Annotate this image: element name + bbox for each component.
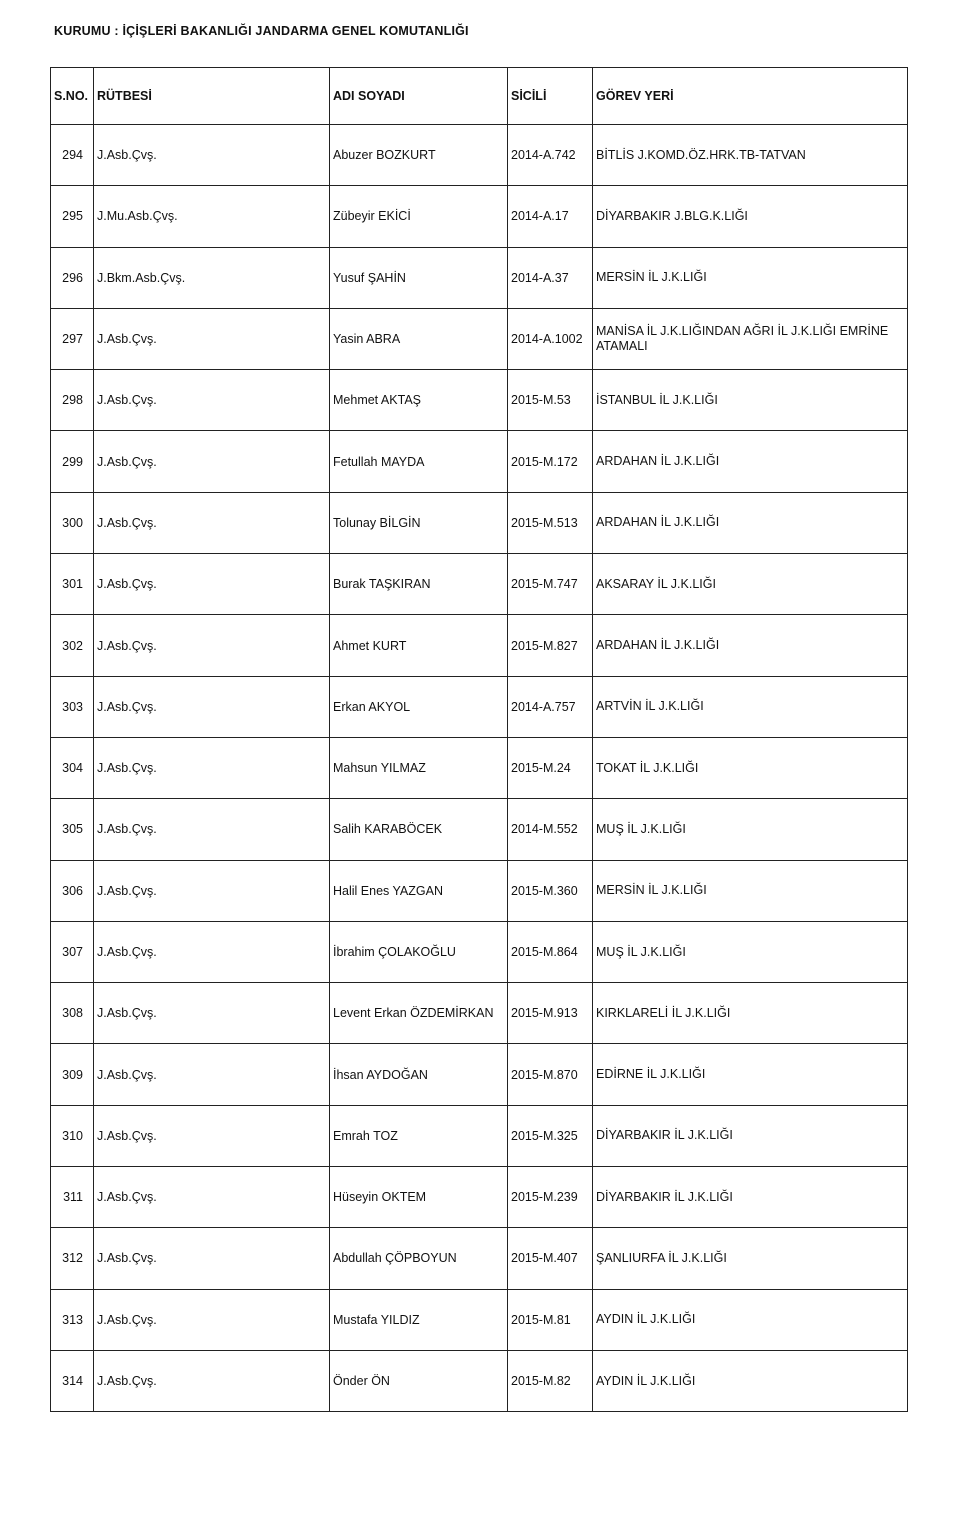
cell-gorev-yeri: AYDIN İL J.K.LIĞI <box>593 1289 908 1350</box>
table-row <box>51 492 908 553</box>
cell-adi-soyadi: Levent Erkan ÖZDEMİRKAN <box>330 983 508 1044</box>
cell-gorev-yeri: TOKAT İL J.K.LIĞI <box>593 737 908 798</box>
cell-gorev-yeri: MUŞ İL J.K.LIĞI <box>593 921 908 982</box>
cell-gorev-yeri: MANİSA İL J.K.LIĞINDAN AĞRI İL J.K.LIĞI EMRİNE ATAMALI <box>593 308 908 369</box>
cell-sno: 304 <box>51 737 94 798</box>
cell-sno: 309 <box>51 1044 94 1105</box>
cell-gorev-yeri: AYDIN İL J.K.LIĞI <box>593 1350 908 1411</box>
cell-gorev-yeri: DİYARBAKIR İL J.K.LIĞI <box>593 1105 908 1166</box>
cell-rutbe: J.Asb.Çvş. <box>94 921 330 982</box>
table-row <box>51 308 908 369</box>
cell-rutbe: J.Asb.Çvş. <box>94 1350 330 1411</box>
cell-sicil: 2015-M.827 <box>508 615 593 676</box>
cell-sno: 306 <box>51 860 94 921</box>
cell-rutbe: J.Asb.Çvş. <box>94 983 330 1044</box>
cell-rutbe: J.Asb.Çvş. <box>94 431 330 492</box>
cell-adi-soyadi: Abdullah ÇÖPBOYUN <box>330 1228 508 1289</box>
cell-sno: 302 <box>51 615 94 676</box>
table-row <box>51 186 908 247</box>
cell-adi-soyadi: Mahsun YILMAZ <box>330 737 508 798</box>
column-header-sno: S.NO. <box>51 68 94 125</box>
table-row <box>51 1228 908 1289</box>
cell-sicil: 2015-M.913 <box>508 983 593 1044</box>
cell-sno: 314 <box>51 1350 94 1411</box>
cell-sno: 311 <box>51 1167 94 1228</box>
cell-sno: 297 <box>51 308 94 369</box>
column-header-rutbe: RÜTBESİ <box>94 68 330 125</box>
cell-sicil: 2015-M.53 <box>508 370 593 431</box>
cell-adi-soyadi: Mehmet AKTAŞ <box>330 370 508 431</box>
cell-gorev-yeri: MERSİN İL J.K.LIĞI <box>593 247 908 308</box>
cell-gorev-yeri: AKSARAY İL J.K.LIĞI <box>593 554 908 615</box>
cell-adi-soyadi: Hüseyin OKTEM <box>330 1167 508 1228</box>
cell-adi-soyadi: Yasin ABRA <box>330 308 508 369</box>
cell-gorev-yeri: DİYARBAKIR İL J.K.LIĞI <box>593 1167 908 1228</box>
cell-sicil: 2015-M.81 <box>508 1289 593 1350</box>
cell-rutbe: J.Asb.Çvş. <box>94 370 330 431</box>
table-row <box>51 1289 908 1350</box>
cell-rutbe: J.Asb.Çvş. <box>94 1167 330 1228</box>
cell-gorev-yeri: ŞANLIURFA İL J.K.LIĞI <box>593 1228 908 1289</box>
table-row <box>51 247 908 308</box>
cell-sicil: 2015-M.513 <box>508 492 593 553</box>
cell-sno: 305 <box>51 799 94 860</box>
cell-sicil: 2015-M.747 <box>508 554 593 615</box>
cell-adi-soyadi: Fetullah MAYDA <box>330 431 508 492</box>
cell-sicil: 2014-A.37 <box>508 247 593 308</box>
cell-sicil: 2015-M.407 <box>508 1228 593 1289</box>
cell-gorev-yeri: MUŞ İL J.K.LIĞI <box>593 799 908 860</box>
cell-rutbe: J.Mu.Asb.Çvş. <box>94 186 330 247</box>
cell-rutbe: J.Asb.Çvş. <box>94 1289 330 1350</box>
cell-gorev-yeri: ARTVİN İL J.K.LIĞI <box>593 676 908 737</box>
cell-rutbe: J.Asb.Çvş. <box>94 554 330 615</box>
table-row <box>51 554 908 615</box>
cell-sicil: 2015-M.325 <box>508 1105 593 1166</box>
cell-adi-soyadi: Ahmet KURT <box>330 615 508 676</box>
cell-gorev-yeri: EDİRNE İL J.K.LIĞI <box>593 1044 908 1105</box>
cell-adi-soyadi: Halil Enes YAZGAN <box>330 860 508 921</box>
cell-gorev-yeri: ARDAHAN İL J.K.LIĞI <box>593 431 908 492</box>
cell-adi-soyadi: İbrahim ÇOLAKOĞLU <box>330 921 508 982</box>
cell-rutbe: J.Bkm.Asb.Çvş. <box>94 247 330 308</box>
cell-gorev-yeri: İSTANBUL İL J.K.LIĞI <box>593 370 908 431</box>
cell-sicil: 2015-M.24 <box>508 737 593 798</box>
table-row <box>51 676 908 737</box>
cell-sno: 295 <box>51 186 94 247</box>
table-row <box>51 1167 908 1228</box>
table-row <box>51 799 908 860</box>
personnel-table <box>50 67 908 1412</box>
cell-sno: 299 <box>51 431 94 492</box>
cell-rutbe: J.Asb.Çvş. <box>94 125 330 186</box>
cell-adi-soyadi: İhsan AYDOĞAN <box>330 1044 508 1105</box>
cell-sno: 294 <box>51 125 94 186</box>
cell-rutbe: J.Asb.Çvş. <box>94 308 330 369</box>
cell-rutbe: J.Asb.Çvş. <box>94 1105 330 1166</box>
cell-adi-soyadi: Emrah TOZ <box>330 1105 508 1166</box>
table-row <box>51 615 908 676</box>
cell-adi-soyadi: Salih KARABÖCEK <box>330 799 508 860</box>
column-header-sicil: SİCİLİ <box>508 68 593 125</box>
cell-rutbe: J.Asb.Çvş. <box>94 1228 330 1289</box>
cell-rutbe: J.Asb.Çvş. <box>94 799 330 860</box>
cell-rutbe: J.Asb.Çvş. <box>94 860 330 921</box>
cell-sicil: 2015-M.360 <box>508 860 593 921</box>
cell-adi-soyadi: Önder ÖN <box>330 1350 508 1411</box>
cell-sno: 308 <box>51 983 94 1044</box>
table-row <box>51 737 908 798</box>
cell-sicil: 2015-M.864 <box>508 921 593 982</box>
cell-rutbe: J.Asb.Çvş. <box>94 615 330 676</box>
cell-sicil: 2015-M.870 <box>508 1044 593 1105</box>
table-row <box>51 1350 908 1411</box>
table-row <box>51 1105 908 1166</box>
cell-sno: 296 <box>51 247 94 308</box>
cell-rutbe: J.Asb.Çvş. <box>94 737 330 798</box>
cell-sno: 313 <box>51 1289 94 1350</box>
cell-gorev-yeri: MERSİN İL J.K.LIĞI <box>593 860 908 921</box>
cell-sno: 301 <box>51 554 94 615</box>
cell-sicil: 2014-A.1002 <box>508 308 593 369</box>
cell-sicil: 2014-A.742 <box>508 125 593 186</box>
cell-adi-soyadi: Burak TAŞKIRAN <box>330 554 508 615</box>
table-row <box>51 983 908 1044</box>
cell-gorev-yeri: ARDAHAN İL J.K.LIĞI <box>593 492 908 553</box>
table-row <box>51 921 908 982</box>
cell-sno: 312 <box>51 1228 94 1289</box>
cell-gorev-yeri: ARDAHAN İL J.K.LIĞI <box>593 615 908 676</box>
table-row <box>51 370 908 431</box>
cell-sno: 300 <box>51 492 94 553</box>
cell-adi-soyadi: Abuzer BOZKURT <box>330 125 508 186</box>
column-header-adi-soyadi: ADI SOYADI <box>330 68 508 125</box>
cell-sicil: 2015-M.82 <box>508 1350 593 1411</box>
column-header-gorev-yeri: GÖREV YERİ <box>593 68 908 125</box>
cell-adi-soyadi: Zübeyir EKİCİ <box>330 186 508 247</box>
document-header: KURUMU : İÇİŞLERİ BAKANLIĞI JANDARMA GENEL KOMUTANLIĞI <box>54 24 469 38</box>
cell-adi-soyadi: Erkan AKYOL <box>330 676 508 737</box>
cell-adi-soyadi: Tolunay BİLGİN <box>330 492 508 553</box>
cell-adi-soyadi: Mustafa YILDIZ <box>330 1289 508 1350</box>
cell-sicil: 2015-M.239 <box>508 1167 593 1228</box>
table-row <box>51 125 908 186</box>
table-row <box>51 860 908 921</box>
cell-sicil: 2014-A.17 <box>508 186 593 247</box>
cell-rutbe: J.Asb.Çvş. <box>94 492 330 553</box>
table-row <box>51 431 908 492</box>
cell-sno: 310 <box>51 1105 94 1166</box>
cell-gorev-yeri: KIRKLARELİ İL J.K.LIĞI <box>593 983 908 1044</box>
table-row <box>51 1044 908 1105</box>
cell-sicil: 2014-A.757 <box>508 676 593 737</box>
cell-sicil: 2014-M.552 <box>508 799 593 860</box>
cell-sicil: 2015-M.172 <box>508 431 593 492</box>
table-header-row <box>51 68 908 125</box>
cell-sno: 303 <box>51 676 94 737</box>
cell-rutbe: J.Asb.Çvş. <box>94 1044 330 1105</box>
cell-gorev-yeri: DİYARBAKIR J.BLG.K.LIĞI <box>593 186 908 247</box>
cell-sno: 298 <box>51 370 94 431</box>
cell-rutbe: J.Asb.Çvş. <box>94 676 330 737</box>
cell-adi-soyadi: Yusuf ŞAHİN <box>330 247 508 308</box>
cell-sno: 307 <box>51 921 94 982</box>
cell-gorev-yeri: BİTLİS J.KOMD.ÖZ.HRK.TB-TATVAN <box>593 125 908 186</box>
